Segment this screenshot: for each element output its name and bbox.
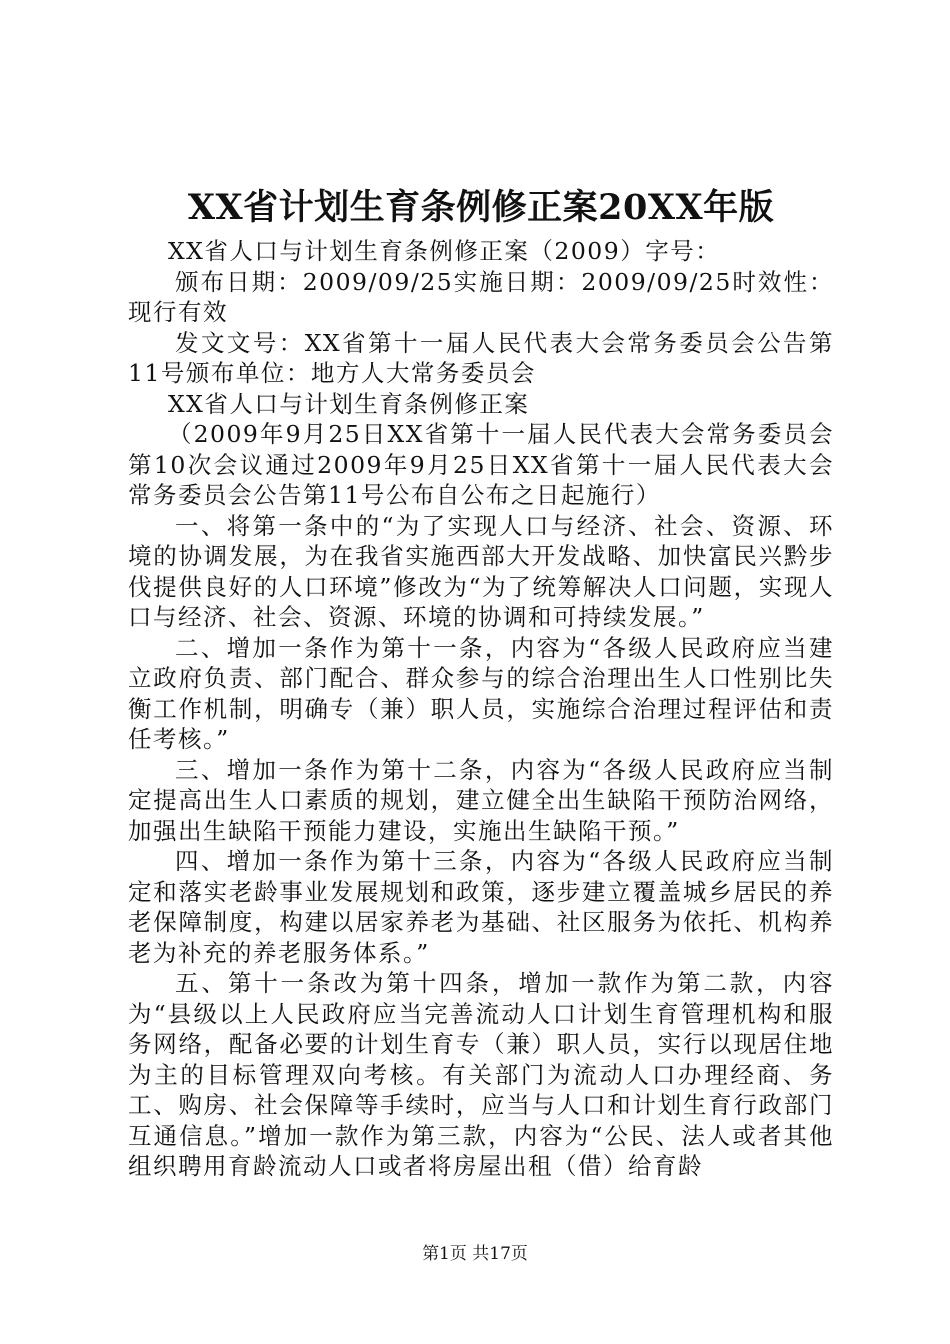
document-title: XX省计划生育条例修正案20XX年版 bbox=[187, 187, 775, 228]
paragraph-dates: 颁布日期：2009/09/25实施日期：2009/09/25时效性：现行有效 bbox=[128, 267, 834, 326]
page-number-footer: 第1页 共17页 bbox=[422, 1244, 528, 1264]
paragraph-article-4: 四、增加一条作为第十三条，内容为“各级人民政府应当制定和落实老龄事业发展规划和政策，逐步建立覆盖城乡居民的养老保障制度，构建以居家养老为基础、社区服务为依托、机构养老为补充的养老服务体系。” bbox=[128, 847, 834, 967]
paragraph-doc-number: 发文文号：XX省第十一届人民代表大会常务委员会公告第11号颁布单位：地方人大常务委员会 bbox=[128, 328, 834, 387]
paragraph-article-1: 一、将第一条中的“为了实现人口与经济、社会、资源、环境的协调发展，为在我省实施西部大开发战略、加快富民兴黔步伐提供良好的人口环境”修改为“为了统筹解决人口问题，实现人口与经济、社会、资源、环境的协调和可持续发展。” bbox=[128, 511, 834, 631]
document-page bbox=[128, 182, 834, 1182]
paragraph-article-3: 三、增加一条作为第十二条，内容为“各级人民政府应当制定提高出生人口素质的规划，建立健全出生缺陷干预防治网络，加强出生缺陷干预能力建设，实施出生缺陷干预。” bbox=[128, 755, 834, 845]
paragraph-name: XX省人口与计划生育条例修正案（2009）字号： bbox=[167, 237, 721, 265]
paragraph-subtitle: XX省人口与计划生育条例修正案 bbox=[167, 389, 530, 418]
paragraph-article-2: 二、增加一条作为第十一条，内容为“各级人民政府应当建立政府负责、部门配合、群众参与的综合治理出生人口性别比失衡工作机制，明确专（兼）职人员，实施综合治理过程评估和责任考核。” bbox=[128, 633, 834, 753]
paragraph-article-5: 五、第十一条改为第十四条，增加一款作为第二款，内容为“县级以上人民政府应当完善流动人口计划生育管理机构和服务网络，配备必要的计划生育专（兼）职人员，实行以现居住地为主的目标管理双向考核。有关部门为流动人口办理经商、务工、购房、社会保障等手续时，应当与人口和计划生育行政部门互通信息。”增加一款作为第三款，内容为“公民、法人或者其他组织聘用育龄流动人口或者将房屋出租（借）给育龄 bbox=[128, 969, 834, 1180]
paragraph-adoption-note: （2009年9月25日XX省第十一届人民代表大会常务委员会第10次会议通过2009年9月25日XX省第十一届人民代表大会常务委员会公告第11号公布自公布之日起施行） bbox=[128, 420, 834, 509]
